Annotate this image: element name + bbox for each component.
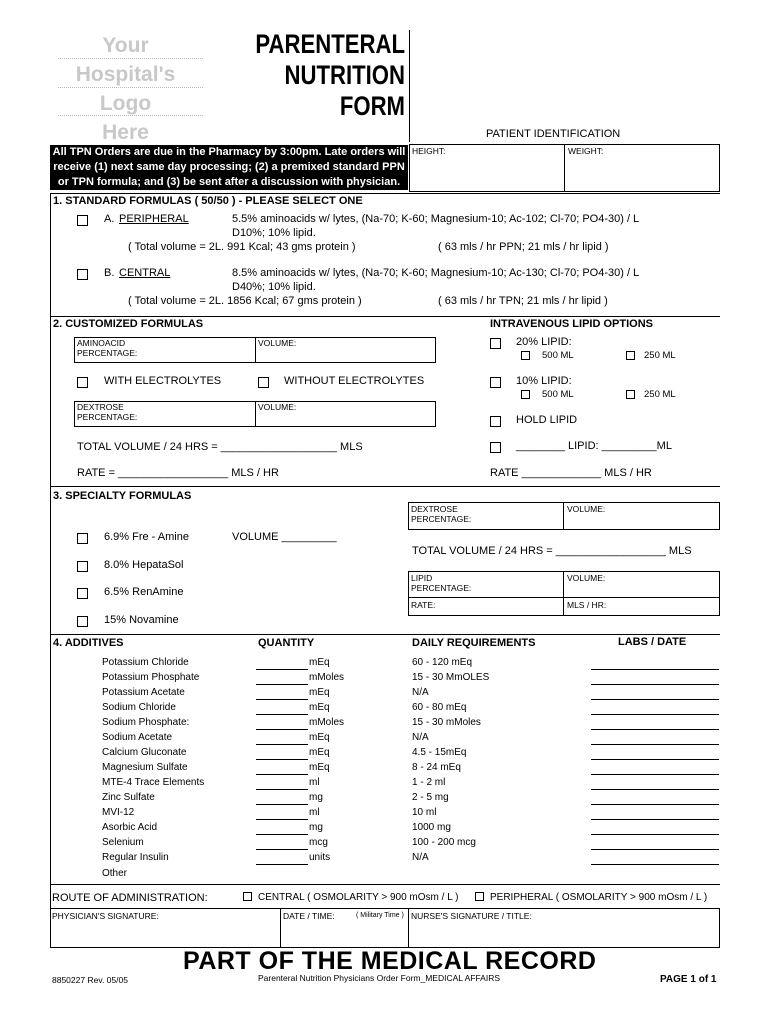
additive-daily-requirement: 2 - 5 mg [412, 792, 449, 803]
weight-field[interactable]: WEIGHT: [568, 146, 604, 156]
dextrose-label-2: PERCENTAGE: [77, 412, 138, 422]
additive-labs-date-line[interactable] [591, 759, 719, 760]
fre-amine-label: 6.9% Fre - Amine [104, 531, 189, 543]
title-line-1: PARENTERAL [255, 29, 405, 59]
additive-labs-date-line[interactable] [591, 669, 719, 670]
notice-line-3: or TPN formula; and (3) be sent after a discussion with physician. [57, 176, 401, 188]
renamine-checkbox[interactable] [77, 588, 88, 599]
additive-labs-date-line[interactable] [591, 849, 719, 850]
additive-daily-requirement: 100 - 200 mcg [412, 837, 476, 848]
additive-name: Zinc Sulfate [102, 792, 155, 803]
novamine-checkbox[interactable] [77, 616, 88, 627]
additive-daily-requirement: 8 - 24 mEq [412, 762, 461, 773]
specialty-total-volume-field[interactable]: TOTAL VOLUME / 24 HRS = __________________ MLS [412, 545, 692, 557]
section3-title: 3. SPECIALTY FORMULAS [53, 490, 192, 502]
with-electrolytes-checkbox[interactable] [77, 377, 88, 388]
form-number: 8850227 Rev. 05/05 [52, 975, 128, 985]
route-central-label: CENTRAL ( OSMOLARITY > 900 mOsm / L ) [258, 892, 459, 903]
lipid-10-250ml-checkbox[interactable] [626, 390, 635, 399]
route-peripheral-checkbox[interactable] [475, 892, 484, 901]
dextrose-volume-field[interactable]: VOLUME: [258, 402, 297, 412]
additive-daily-requirement: 10 ml [412, 807, 437, 818]
additive-unit: mEq [309, 657, 330, 668]
specialty-volume-box-field[interactable]: VOLUME: [567, 504, 606, 514]
additive-labs-date-line[interactable] [591, 804, 719, 805]
medical-record-heading: PART OF THE MEDICAL RECORD [183, 947, 597, 975]
additive-labs-date-line[interactable] [591, 744, 719, 745]
with-electrolytes-label: WITH ELECTROLYTES [104, 375, 222, 387]
specialty-dextrose-label-1: DEXTROSE [411, 504, 458, 514]
additive-other: Other [102, 868, 128, 879]
lipid-20-500ml-checkbox[interactable] [521, 351, 530, 360]
additive-unit: ml [309, 807, 320, 818]
additive-name: MVI-12 [102, 807, 135, 818]
aminoacid-label-1: AMINOACID [77, 338, 126, 348]
additive-quantity-line[interactable] [256, 744, 308, 745]
logo-line: Here [102, 121, 149, 144]
specialty-lipid-label-1: LIPID [411, 573, 433, 583]
additive-daily-requirement: N/A [412, 732, 429, 743]
section2-title: 2. CUSTOMIZED FORMULAS [53, 318, 204, 330]
without-electrolytes-checkbox[interactable] [258, 377, 269, 388]
additive-name: Asorbic Acid [102, 822, 158, 833]
notice-line-1: All TPN Orders are due in the Pharmacy by 3:00pm. Late orders will [52, 146, 406, 158]
additive-unit: mcg [309, 837, 328, 848]
route-label: ROUTE OF ADMINISTRATION: [52, 892, 208, 904]
lipid-20-label: 20% LIPID: [516, 336, 572, 348]
pharmacy-deadline-notice [50, 145, 408, 190]
page-number: PAGE 1 of 1 [660, 974, 717, 985]
additive-quantity-line[interactable] [256, 729, 308, 730]
military-time-note: ( Military Time ) [356, 912, 404, 919]
specialty-rate-field[interactable]: RATE: [411, 600, 436, 610]
additive-unit: units [309, 852, 331, 863]
hospital-logo-placeholder [48, 31, 203, 147]
additive-name: Sodium Chloride [102, 702, 176, 713]
lipid-20-250ml-label: 250 ML [644, 350, 676, 361]
peripheral-checkbox[interactable] [77, 215, 88, 226]
additive-quantity-line[interactable] [256, 849, 308, 850]
additive-unit: mMoles [309, 672, 345, 683]
additive-quantity-line[interactable] [256, 864, 308, 865]
aminoacid-label-2: PERCENTAGE: [77, 348, 138, 358]
lipid-20-500ml-label: 500 ML [542, 350, 574, 361]
additive-name: Magnesium Sulfate [102, 762, 188, 773]
rate-field[interactable]: RATE = __________________ MLS / HR [77, 467, 279, 479]
lipid-10-500ml-checkbox[interactable] [521, 390, 530, 399]
additive-name: Sodium Phosphate: [102, 717, 190, 728]
additive-unit: mg [309, 822, 323, 833]
lipid-10-label: 10% LIPID: [516, 375, 572, 387]
additive-quantity-line[interactable] [256, 699, 308, 700]
section4-title: 4. ADDITIVES [53, 637, 124, 649]
additive-daily-requirement: 15 - 30 mMoles [412, 717, 481, 728]
additive-quantity-line[interactable] [256, 774, 308, 775]
additive-quantity-line[interactable] [256, 789, 308, 790]
logo-line: Your [102, 34, 149, 57]
central-rate: ( 63 mls / hr TPN; 21 mls / hr lipid ) [438, 295, 608, 307]
additive-unit: mEq [309, 687, 330, 698]
lipid-rate-field[interactable]: RATE _____________ MLS / HR [490, 467, 652, 479]
specialty-lipid-volume-field[interactable]: VOLUME: [567, 573, 606, 583]
lipid-10-checkbox[interactable] [490, 377, 501, 388]
route-peripheral-label: PERIPHERAL ( OSMOLARITY > 900 mOsm / L ) [490, 892, 708, 903]
form-name: Parenteral Nutrition Physicians Order Form_MEDICAL AFFAIRS [258, 973, 501, 983]
additive-unit: mEq [309, 732, 330, 743]
labs-date-header: LABS / DATE [618, 636, 687, 648]
lipid-10-500ml-label: 500 ML [542, 389, 574, 400]
additive-unit: ml [309, 777, 320, 788]
peripheral-desc-1: 5.5% aminoacids w/ lytes, (Na-70; K-60; Magnesium-10; Ac-102; Cl-70; PO4-30) / L [232, 213, 640, 225]
additive-daily-requirement: N/A [412, 852, 429, 863]
additive-name: MTE-4 Trace Elements [102, 777, 205, 788]
additive-daily-requirement: 60 - 120 mEq [412, 657, 473, 668]
additive-name: Potassium Acetate [102, 687, 185, 698]
peripheral-total: ( Total volume = 2L. 991 Kcal; 43 gms protein ) [128, 241, 356, 253]
additive-daily-requirement: 60 - 80 mEq [412, 702, 467, 713]
additive-name: Selenium [102, 837, 144, 848]
additive-labs-date-line[interactable] [591, 729, 719, 730]
additive-name: Calcium Gluconate [102, 747, 187, 758]
logo-line: Hospital's [75, 63, 176, 86]
lipid-10-250ml-label: 250 ML [644, 389, 676, 400]
patient-identification-label: PATIENT IDENTIFICATION [486, 128, 621, 140]
additive-labs-date-line[interactable] [591, 684, 719, 685]
additive-labs-date-line[interactable] [591, 789, 719, 790]
specialty-dextrose-label-2: PERCENTAGE: [411, 514, 472, 524]
central-total: ( Total volume = 2L. 1856 Kcal; 67 gms protein ) [128, 295, 362, 307]
hold-lipid-checkbox[interactable] [490, 416, 501, 427]
additive-unit: mEq [309, 702, 330, 713]
specialty-lipid-label-2: PERCENTAGE: [411, 583, 472, 593]
title-line-3: FORM [339, 91, 405, 121]
section1-title: 1. STANDARD FORMULAS ( 50/50 ) - PLEASE SELECT ONE [53, 195, 363, 207]
lipid-20-checkbox[interactable] [490, 338, 501, 349]
additive-labs-date-line[interactable] [591, 834, 719, 835]
without-electrolytes-label: WITHOUT ELECTROLYTES [284, 375, 425, 387]
physician-signature-field[interactable]: PHYSICIAN'S SIGNATURE: [52, 911, 159, 921]
additive-labs-date-line[interactable] [591, 774, 719, 775]
aminoacid-volume-field[interactable]: VOLUME: [258, 338, 297, 348]
additive-quantity-line[interactable] [256, 834, 308, 835]
novamine-label: 15% Novamine [104, 614, 179, 626]
additive-labs-date-line[interactable] [591, 819, 719, 820]
additive-quantity-line[interactable] [256, 759, 308, 760]
date-time-field[interactable]: DATE / TIME: [283, 911, 335, 921]
quantity-header: QUANTITY [258, 637, 315, 649]
specialty-mlshr-field[interactable]: MLS / HR: [567, 600, 607, 610]
lipid-20-250ml-checkbox[interactable] [626, 351, 635, 360]
additive-quantity-line[interactable] [256, 819, 308, 820]
renamine-label: 6.5% RenAmine [104, 586, 184, 598]
central-desc-1: 8.5% aminoacids w/ lytes, (Na-70; K-60; Magnesium-10; Ac-130; Cl-70; PO4-30) / L [232, 267, 640, 279]
logo-line: Logo [99, 92, 152, 115]
dextrose-label-1: DEXTROSE [77, 402, 124, 412]
central-desc-2: D40%; 10% lipid. [232, 281, 316, 293]
specialty-lipid-field[interactable] [411, 573, 471, 593]
additive-name: Regular Insulin [102, 852, 169, 863]
other-lipid-checkbox[interactable] [490, 442, 501, 453]
additive-name: Potassium Phosphate [102, 672, 200, 683]
additive-unit: mEq [309, 762, 330, 773]
total-volume-field[interactable]: TOTAL VOLUME / 24 HRS = ___________________ MLS [77, 441, 363, 453]
additive-daily-requirement: 1000 mg [412, 822, 451, 833]
title-line-2: NUTRITION [284, 60, 405, 90]
additive-quantity-line[interactable] [256, 669, 308, 670]
aminoacid-percentage-field[interactable] [77, 338, 137, 358]
option-b-prefix: B. [104, 267, 115, 279]
form-title [200, 29, 405, 122]
specialty-dextrose-field[interactable] [411, 504, 471, 524]
additive-quantity-line[interactable] [256, 804, 308, 805]
additive-quantity-line[interactable] [256, 684, 308, 685]
additive-unit: mg [309, 792, 323, 803]
additive-daily-requirement: 1 - 2 ml [412, 777, 446, 788]
notice-line-2: receive (1) next same day processing; (2) a premixed standard PPN [53, 161, 405, 173]
additive-labs-date-line[interactable] [591, 864, 719, 865]
hepatasol-label: 8.0% HepataSol [104, 559, 184, 571]
central-checkbox[interactable] [77, 269, 88, 280]
specialty-volume-field[interactable]: VOLUME _________ [232, 531, 337, 543]
additive-daily-requirement: N/A [412, 687, 429, 698]
additive-labs-date-line[interactable] [591, 699, 719, 700]
other-lipid-field[interactable]: ________ LIPID: _________ML [516, 440, 672, 452]
peripheral-rate: ( 63 mls / hr PPN; 21 mls / hr lipid ) [438, 241, 609, 253]
height-field[interactable]: HEIGHT: [412, 146, 446, 156]
additive-daily-requirement: 4.5 - 15mEq [412, 747, 467, 758]
additive-unit: mEq [309, 747, 330, 758]
lipid-options-title: INTRAVENOUS LIPID OPTIONS [490, 318, 653, 330]
nurse-signature-field[interactable]: NURSE'S SIGNATURE / TITLE: [411, 911, 532, 921]
fre-amine-checkbox[interactable] [77, 533, 88, 544]
hold-lipid-label: HOLD LIPID [516, 414, 578, 426]
additive-quantity-line[interactable] [256, 714, 308, 715]
additive-name: Sodium Acetate [102, 732, 173, 743]
hepatasol-checkbox[interactable] [77, 561, 88, 572]
option-a-prefix: A. [104, 213, 115, 225]
additive-daily-requirement: 15 - 30 MmOLES [412, 672, 490, 683]
route-central-checkbox[interactable] [243, 892, 252, 901]
dextrose-percentage-field[interactable] [77, 402, 137, 422]
daily-requirements-header: DAILY REQUIREMENTS [412, 637, 536, 649]
central-label: CENTRAL [119, 267, 171, 279]
peripheral-label: PERIPHERAL [119, 213, 189, 225]
additive-name: Potassium Chloride [102, 657, 189, 668]
peripheral-desc-2: D10%; 10% lipid. [232, 227, 316, 239]
additive-unit: mMoles [309, 717, 345, 728]
additive-labs-date-line[interactable] [591, 714, 719, 715]
